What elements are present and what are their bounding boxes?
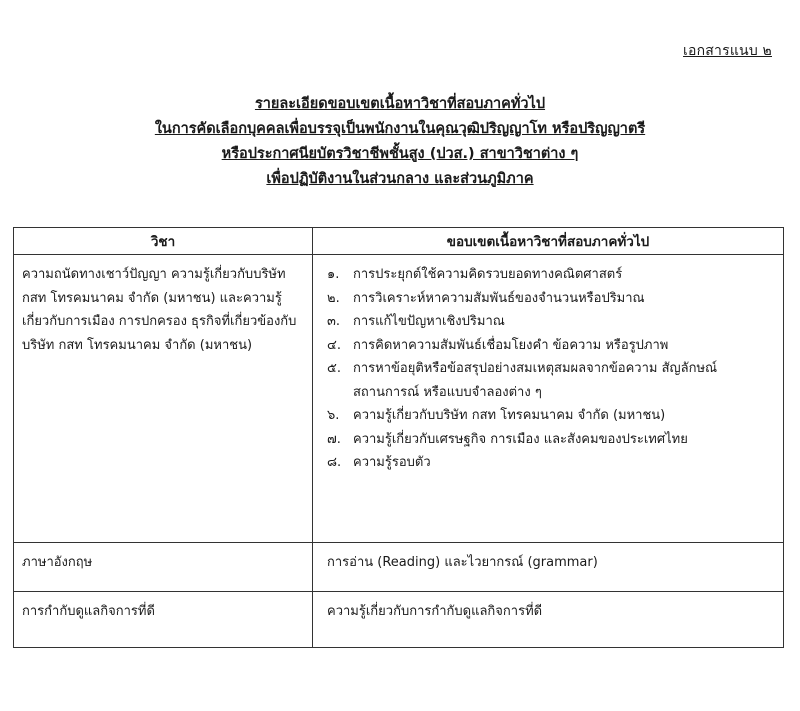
item-text: ความรู้เกี่ยวกับเศรษฐกิจ การเมือง และสังคมของประเทศไทย	[353, 431, 688, 447]
scope-cell	[313, 255, 784, 543]
title-line-4: เพื่อปฏิบัติงานในส่วนกลาง และส่วนภูมิภาค	[266, 171, 534, 187]
item-number: ๓.	[327, 314, 341, 329]
subject-cell: การกำกับดูแลกิจการที่ดี	[14, 592, 313, 648]
item-number: ๘.	[327, 455, 342, 470]
table-row	[14, 543, 784, 592]
item-text: ความรู้เกี่ยวกับบริษัท กสท โทรคมนาคม จำกัด (มหาชน)	[353, 408, 666, 423]
table-row	[14, 592, 784, 648]
subject-cell: ภาษาอังกฤษ	[14, 543, 313, 592]
item-number: ๗.	[327, 431, 341, 447]
list-item	[327, 287, 775, 311]
item-text: ความรู้รอบตัว	[353, 455, 431, 470]
scope-item-list	[327, 263, 775, 475]
list-item	[327, 428, 775, 452]
list-item	[327, 357, 775, 404]
attachment-label: เอกสารแนบ ๒	[683, 43, 772, 59]
title-line-3: หรือประกาศนียบัตรวิชาชีพชั้นสูง (ปวส.) สาขาวิชาต่าง ๆ	[221, 146, 579, 162]
document-title	[0, 92, 800, 192]
scope-cell: การอ่าน (Reading) และไวยากรณ์ (grammar)	[313, 543, 784, 592]
list-item	[327, 263, 775, 287]
item-number: ๔.	[327, 337, 341, 353]
list-item	[327, 404, 775, 428]
item-text: การประยุกต์ใช้ความคิดรวบยอดทางคณิตศาสตร์	[353, 267, 623, 282]
table-header-row	[14, 228, 784, 255]
item-number: ๑.	[327, 267, 340, 282]
item-number: ๒.	[327, 290, 340, 306]
title-line-2: ในการคัดเลือกบุคคลเพื่อบรรจุเป็นพนักงานในคุณวุฒิปริญญาโท หรือปริญญาตรี	[154, 121, 646, 137]
header-scope: ขอบเขตเนื้อหาวิชาที่สอบภาคทั่วไป	[313, 228, 784, 255]
header-subject: วิชา	[14, 228, 313, 255]
item-text: การหาข้อยุติหรือข้อสรุปอย่างสมเหตุสมผลจากข้อความ สัญลักษณ์ สถานการณ์ หรือแบบจำลองต่าง ๆ	[353, 361, 718, 400]
item-text: การแก้ไขปัญหาเชิงปริมาณ	[353, 314, 505, 329]
exam-scope-table	[13, 227, 784, 648]
list-item	[327, 310, 775, 334]
scope-cell: ความรู้เกี่ยวกับการกำกับดูแลกิจการที่ดี	[313, 592, 784, 648]
table-row	[14, 255, 784, 543]
item-number: ๕.	[327, 361, 341, 376]
item-text: การคิดหาความสัมพันธ์เชื่อมโยงคำ ข้อความ หรือรูปภาพ	[353, 337, 669, 353]
item-number: ๖.	[327, 408, 340, 423]
subject-cell: ความถนัดทางเชาว์ปัญญา ความรู้เกี่ยวกับบริษัท กสท โทรคมนาคม จำกัด (มหาชน) และความรู้เกี่ยวกับการเมือง การปกครอง ธุรกิจที่เกี่ยวข้องกับบริษัท กสท โทรคมนาคม จำกัด (มหาชน)	[14, 255, 313, 543]
list-item	[327, 451, 775, 475]
title-line-1: รายละเอียดขอบเขตเนื้อหาวิชาที่สอบภาคทั่วไป	[254, 96, 546, 112]
item-text: การวิเคราะห์หาความสัมพันธ์ของจำนวนหรือปริมาณ	[353, 290, 645, 306]
list-item	[327, 334, 775, 358]
